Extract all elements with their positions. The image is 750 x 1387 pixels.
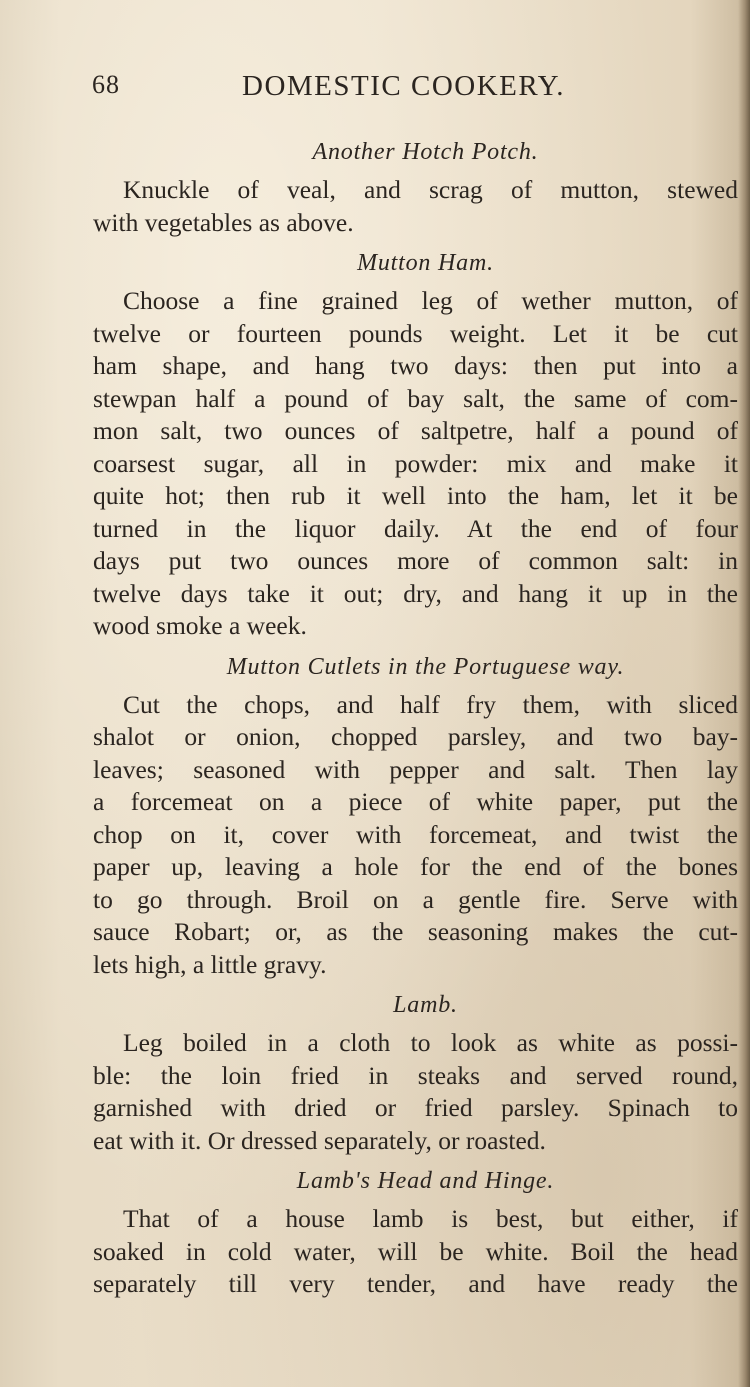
text-line: Choose a fine grained leg of wether mutton, of bbox=[123, 286, 738, 315]
text-line: Knuckle of veal, and scrag of mutton, stewed bbox=[123, 175, 738, 204]
page-number: 68 bbox=[92, 70, 120, 99]
page-content bbox=[93, 128, 738, 1301]
text-line: stewpan half a pound of bay salt, the same of com- bbox=[93, 383, 738, 413]
text-line: mon salt, two ounces of saltpetre, half a pound of bbox=[93, 416, 738, 445]
text-line: twelve or fourteen pounds weight. Let it be cut bbox=[93, 318, 738, 348]
text-line: sauce Robart; or, as the seasoning makes the cut- bbox=[93, 917, 738, 946]
text-line: garnished with dried or fried parsley. Spinach to bbox=[93, 1093, 738, 1122]
text-line: days put two ounces more of common salt: in bbox=[93, 546, 738, 575]
text-line: a forcemeat on a piece of white paper, put the bbox=[93, 787, 738, 816]
text-line: eat with it. Or dressed separately, or roasted. bbox=[93, 1125, 546, 1155]
text-line: leaves; seasoned with pepper and salt. Then lay bbox=[93, 754, 738, 784]
recipe-text bbox=[93, 1027, 738, 1157]
recipe-heading: Mutton Cutlets in the Portuguese way. bbox=[226, 653, 625, 680]
text-line: quite hot; then rub it well into the ham, let it be bbox=[93, 481, 738, 510]
text-line: coarsest sugar, all in powder: mix and make it bbox=[93, 448, 738, 478]
text-line: Cut the chops, and half fry them, with sliced bbox=[123, 689, 738, 719]
recipe-text bbox=[93, 1203, 738, 1301]
text-line: That of a house lamb is best, but either, if bbox=[123, 1204, 738, 1233]
text-line: lets high, a little gravy. bbox=[93, 949, 327, 979]
recipe-text bbox=[93, 285, 738, 643]
text-line: Leg boiled in a cloth to look as white as possi- bbox=[123, 1028, 738, 1057]
text-line: wood smoke a week. bbox=[93, 611, 307, 640]
text-line: ham shape, and hang two days: then put into a bbox=[93, 351, 738, 380]
recipe-heading: Lamb's Head and Hinge. bbox=[296, 1168, 555, 1194]
text-line: paper up, leaving a hole for the end of the bones bbox=[93, 852, 738, 881]
text-line: shalot or onion, chopped parsley, and two bay- bbox=[93, 722, 738, 751]
text-line: to go through. Broil on a gentle fire. Serve with bbox=[93, 884, 738, 914]
text-line: turned in the liquor daily. At the end of four bbox=[93, 513, 738, 543]
recipe-heading: Mutton Ham. bbox=[357, 250, 494, 276]
recipe-text bbox=[93, 689, 738, 982]
text-line: chop on it, cover with forcemeat, and twist the bbox=[93, 819, 738, 849]
recipe-heading: Another Hotch Potch. bbox=[312, 139, 539, 165]
text-line: separately till very tender, and have ready the bbox=[93, 1269, 738, 1298]
text-line: soaked in cold water, will be white. Boil the head bbox=[93, 1236, 738, 1266]
text-line: twelve days take it out; dry, and hang it up in the bbox=[93, 578, 738, 608]
text-line: ble: the loin fried in steaks and served round, bbox=[93, 1060, 738, 1090]
page-header bbox=[92, 70, 732, 110]
page-edge bbox=[738, 0, 750, 1387]
recipe-text bbox=[93, 174, 738, 239]
recipe-heading: Lamb. bbox=[393, 992, 458, 1018]
running-title: DOMESTIC COOKERY. bbox=[242, 70, 566, 102]
text-line: with vegetables as above. bbox=[93, 207, 354, 237]
